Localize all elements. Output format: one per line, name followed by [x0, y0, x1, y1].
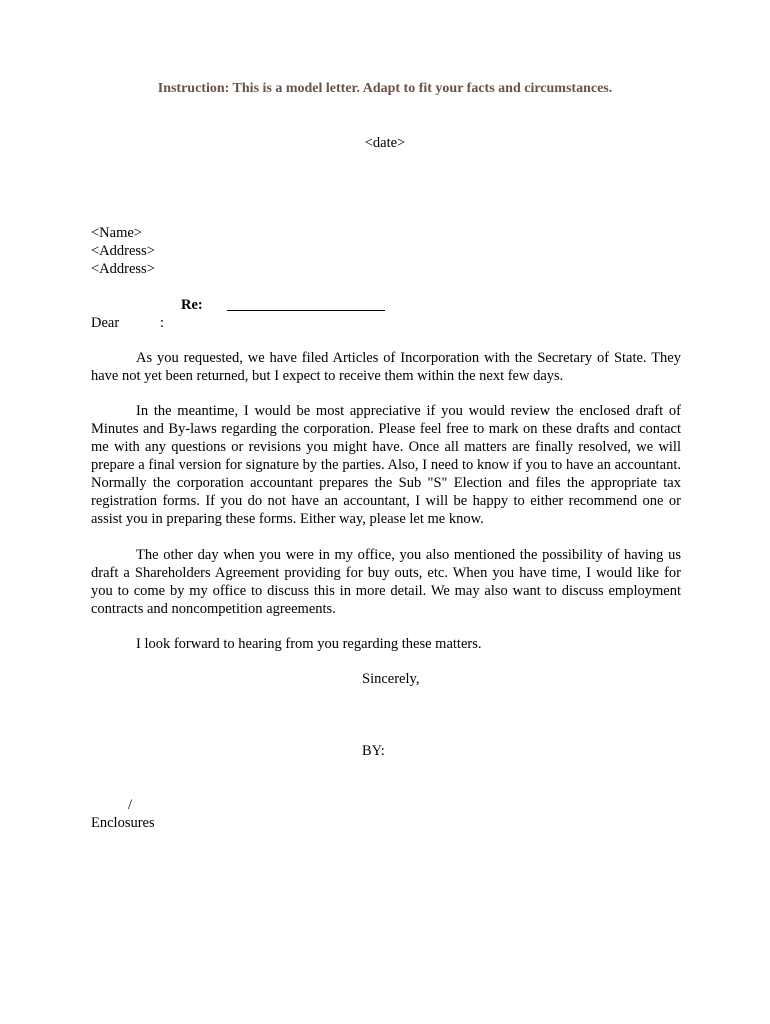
initials-slash: / [128, 797, 133, 813]
closing: Sincerely, [362, 671, 420, 687]
salutation: Dear [91, 315, 120, 331]
body-paragraph-4-text: I look forward to hearing from you regarding these matters. [136, 636, 482, 652]
enclosures-label: Enclosures [91, 815, 155, 831]
re-subject-blank-line [227, 296, 385, 311]
recipient-address-line-1: <Address> [91, 243, 155, 259]
recipient-address-line-2: <Address> [91, 261, 155, 277]
signature-by-label: BY: [362, 743, 385, 759]
body-paragraph-2 [91, 402, 681, 528]
body-paragraph-2-text: In the meantime, I would be most appreciative if you would review the enclosed draft of Minutes and By-laws regarding the corporation. Please feel free to mark on these drafts and contact me with any questions or revisions you might have. Once all matters are finally resolved, we will prepare a final version for signature by the parties. Also, I need to know if you to have an accountant. Normally the corporation accountant prepares the Sub "S" Election and files the appropriate tax registration forms. If you do not have an accountant, I will be happy to either recommend one or assist you in preparing these forms. Either way, please let me know. [91, 403, 681, 527]
salutation-colon: : [160, 315, 165, 331]
body-paragraph-3 [91, 546, 681, 618]
body-paragraph-3-text: The other day when you were in my office, you also mentioned the possibility of having us draft a Shareholders Agreement providing for buy outs, etc. When you have time, I would like for you to come by my office to discuss this in more detail. We may also want to discuss employment contracts and noncompetition agreements. [91, 547, 681, 617]
instruction-heading: Instruction: This is a model letter. Adapt to fit your facts and circumstances. [157, 81, 613, 96]
body-paragraph-4 [91, 635, 681, 653]
re-label: Re: [181, 297, 203, 313]
date-placeholder: <date> [364, 135, 406, 151]
body-paragraph-1-text: As you requested, we have filed Articles of Incorporation with the Secretary of State. They have not yet been returned, but I expect to receive them within the next few days. [91, 350, 681, 384]
body-paragraph-1 [91, 349, 681, 385]
recipient-name: <Name> [91, 225, 142, 241]
